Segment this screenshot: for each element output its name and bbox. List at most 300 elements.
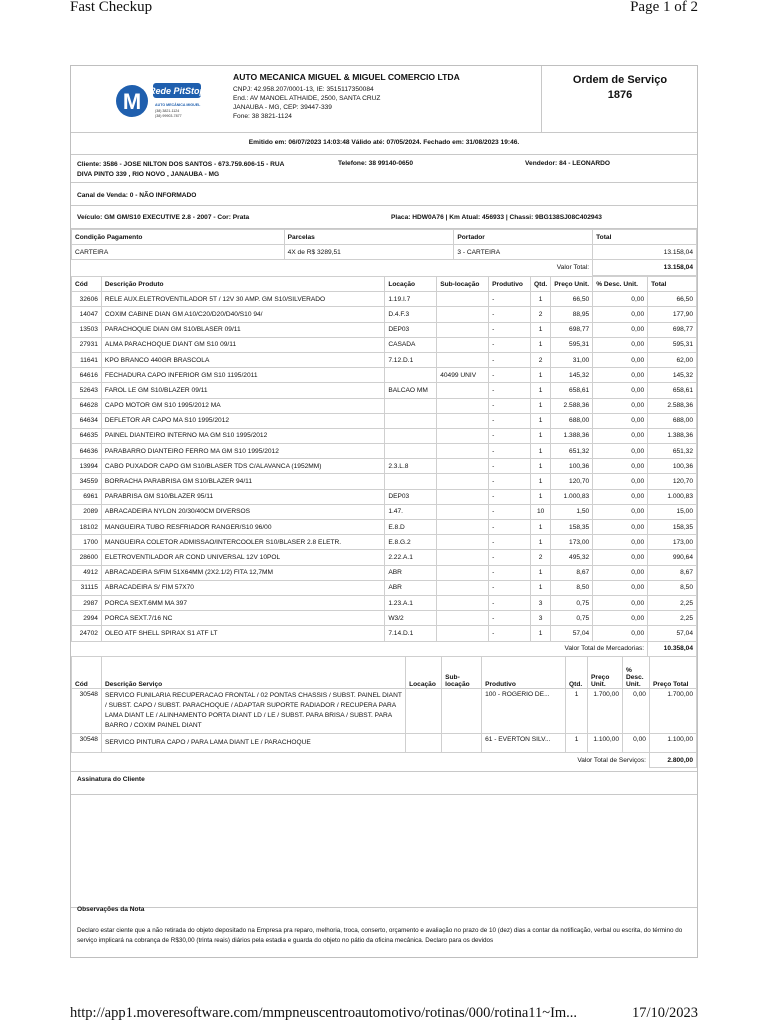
product-row — [72, 322, 697, 337]
serv-col-productive: Produtivo — [482, 657, 566, 689]
product-cell — [437, 292, 489, 307]
product-cell — [437, 611, 489, 626]
product-cell: PORCA SEXT.6MM MA 397 — [101, 595, 384, 610]
product-cell: - — [489, 550, 531, 565]
client-info — [77, 160, 284, 180]
product-cell: RELE AUX.ELETROVENTILADOR 5T / 12V 30 AMP. GM S10/SILVERADO — [101, 292, 384, 307]
product-cell: 2 — [531, 550, 551, 565]
product-row — [72, 459, 697, 474]
product-cell: 32606 — [72, 292, 102, 307]
product-cell: DEP03 — [385, 322, 437, 337]
product-cell: 64634 — [72, 413, 102, 428]
products-total-value: 10.358,04 — [648, 641, 697, 656]
product-cell: 27931 — [72, 337, 102, 352]
product-cell: PAINEL DIANTEIRO INTERNO MA GM S10 1995/2012 — [101, 428, 384, 443]
service-cell: 1 — [566, 689, 588, 734]
product-cell: 7.14.D.1 — [385, 626, 437, 641]
product-cell — [437, 413, 489, 428]
serv-col-description: Descrição Serviço — [101, 657, 405, 689]
services-total-label: Valor Total de Serviços: — [72, 753, 650, 768]
product-cell: 13994 — [72, 459, 102, 474]
product-cell: 0,00 — [593, 474, 648, 489]
product-cell: 0,00 — [593, 611, 648, 626]
product-cell: 2089 — [72, 504, 102, 519]
product-cell: 0,00 — [593, 352, 648, 367]
product-cell: 1.23.A.1 — [385, 595, 437, 610]
product-cell: 0,00 — [593, 398, 648, 413]
product-cell: 1 — [531, 413, 551, 428]
product-cell: 57,04 — [648, 626, 697, 641]
product-cell: - — [489, 626, 531, 641]
logo-m-letter: M — [122, 89, 142, 114]
product-cell: 1 — [531, 489, 551, 504]
product-cell: 0,00 — [593, 307, 648, 322]
product-cell: 8,67 — [551, 565, 593, 580]
product-cell: CASADA — [385, 337, 437, 352]
product-cell: 2.588,36 — [551, 398, 593, 413]
product-cell: - — [489, 428, 531, 443]
product-cell — [437, 322, 489, 337]
product-cell: - — [489, 520, 531, 535]
product-row — [72, 535, 697, 550]
payment-col-holder: Portador — [454, 230, 593, 245]
serv-col-qty: Qtd. — [566, 657, 588, 689]
product-cell: 8,50 — [648, 580, 697, 595]
product-cell: FECHADURA CAPO INFERIOR GM S10 1195/2011 — [101, 368, 384, 383]
product-cell: KPO BRANCO 440GR BRASCOLA — [101, 352, 384, 367]
product-cell: 2994 — [72, 611, 102, 626]
service-cell — [406, 734, 442, 753]
products-body — [72, 292, 697, 641]
product-cell: 3 — [531, 611, 551, 626]
product-cell: 651,32 — [648, 444, 697, 459]
product-cell: 0,75 — [551, 595, 593, 610]
product-cell: 6961 — [72, 489, 102, 504]
product-cell: 11641 — [72, 352, 102, 367]
product-cell: 1 — [531, 428, 551, 443]
payment-total-label: Valor Total: — [72, 260, 593, 275]
product-cell — [385, 413, 437, 428]
product-cell — [437, 504, 489, 519]
product-cell — [437, 307, 489, 322]
dates-line: Emitido em: 06/07/2023 14:03:48 Válido até: 07/05/2024. Fechado em: 31/08/2023 19:46. — [71, 132, 697, 155]
product-cell: 1 — [531, 368, 551, 383]
logo-sub: AUTO MECÂNICA MIGUEL — [155, 103, 201, 107]
product-cell: 495,32 — [551, 550, 593, 565]
product-cell — [437, 352, 489, 367]
product-cell: 2.3.L.8 — [385, 459, 437, 474]
product-cell: 64616 — [72, 368, 102, 383]
payment-total-value: 13.158,04 — [593, 260, 697, 275]
products-header-row — [72, 277, 697, 292]
product-cell: - — [489, 368, 531, 383]
serv-col-discount: % Desc. Unit. — [623, 657, 650, 689]
product-cell: 0,00 — [593, 489, 648, 504]
product-row — [72, 474, 697, 489]
product-cell: 64628 — [72, 398, 102, 413]
product-cell: FAROL LE GM S10/BLAZER 09/11 — [101, 383, 384, 398]
product-cell: 173,00 — [648, 535, 697, 550]
product-cell: - — [489, 322, 531, 337]
payment-col-total: Total — [593, 230, 697, 245]
product-cell: PARABRISA GM S10/BLAZER 95/11 — [101, 489, 384, 504]
sales-channel: Canal de Venda: 0 - NÃO INFORMADO — [71, 182, 697, 206]
product-cell: OLEO ATF SHELL SPIRAX S1 ATF LT — [101, 626, 384, 641]
product-cell: 0,00 — [593, 413, 648, 428]
product-cell: 2987 — [72, 595, 102, 610]
product-cell: ALMA PARACHOQUE DIANT GM S10 09/11 — [101, 337, 384, 352]
services-total-row — [72, 753, 697, 768]
prod-col-code: Cód — [72, 277, 102, 292]
serv-col-unit-price: Preço Unit. — [588, 657, 623, 689]
product-cell: 1 — [531, 398, 551, 413]
prod-col-qty: Qtd. — [531, 277, 551, 292]
service-row — [72, 734, 697, 753]
vehicle-plate: Placa: HDW0A76 | Km Atual: 456933 | Chassi: 9BG138SJ08C402943 — [391, 214, 602, 221]
prod-col-total: Total — [648, 277, 697, 292]
product-cell: MANGUEIRA TUBO RESFRIADOR RANGER/S10 96/00 — [101, 520, 384, 535]
seller: Vendedor: 84 - LEONARDO — [525, 160, 610, 167]
product-cell: 14047 — [72, 307, 102, 322]
product-cell: 1.47. — [385, 504, 437, 519]
product-row — [72, 292, 697, 307]
product-cell: E.8.D — [385, 520, 437, 535]
product-cell: D.4.F.3 — [385, 307, 437, 322]
payment-condition: CARTEIRA — [72, 245, 285, 260]
service-cell: 1.700,00 — [649, 689, 696, 734]
product-cell: 57,04 — [551, 626, 593, 641]
document-header — [71, 66, 697, 133]
product-cell: 64636 — [72, 444, 102, 459]
product-cell: 24702 — [72, 626, 102, 641]
product-cell — [437, 565, 489, 580]
product-row — [72, 383, 697, 398]
product-row — [72, 413, 697, 428]
product-cell: 0,00 — [593, 383, 648, 398]
product-cell: CAPO MOTOR GM S10 1995/2012 MA — [101, 398, 384, 413]
products-total-row — [72, 641, 697, 656]
product-cell: 0,75 — [551, 611, 593, 626]
product-cell: 0,00 — [593, 520, 648, 535]
product-cell: 1700 — [72, 535, 102, 550]
service-cell: 0,00 — [623, 689, 650, 734]
service-cell: SERVICO PINTURA CAPO / PARA LAMA DIANT LE / PARACHOQUE — [101, 734, 405, 753]
payment-total-row — [72, 260, 697, 275]
payment-header-row — [72, 230, 697, 245]
service-cell — [406, 689, 442, 734]
product-cell: 1 — [531, 565, 551, 580]
product-cell: 2,25 — [648, 595, 697, 610]
product-cell: 1 — [531, 322, 551, 337]
product-cell: - — [489, 292, 531, 307]
product-cell: 0,00 — [593, 292, 648, 307]
product-cell: 100,36 — [648, 459, 697, 474]
product-cell: 0,00 — [593, 504, 648, 519]
product-cell: 31115 — [72, 580, 102, 595]
serv-col-code: Cód — [72, 657, 102, 689]
product-cell: 3 — [531, 595, 551, 610]
product-cell — [437, 626, 489, 641]
company-name: AUTO MECANICA MIGUEL & MIGUEL COMERCIO LTDA — [233, 72, 460, 82]
product-row — [72, 368, 697, 383]
product-cell: DEFLETOR AR CAPO MA S10 1995/2012 — [101, 413, 384, 428]
product-cell: BALCAO MM — [385, 383, 437, 398]
product-cell: 1 — [531, 292, 551, 307]
product-cell — [385, 444, 437, 459]
product-cell: 0,00 — [593, 337, 648, 352]
product-cell: - — [489, 337, 531, 352]
vehicle-band — [71, 206, 697, 229]
product-cell: 2,25 — [648, 611, 697, 626]
serv-col-total: Preço Total — [649, 657, 696, 689]
product-cell: 0,00 — [593, 368, 648, 383]
product-cell — [437, 580, 489, 595]
product-cell: 0,00 — [593, 444, 648, 459]
product-cell: 0,00 — [593, 322, 648, 337]
product-cell: 698,77 — [551, 322, 593, 337]
services-table — [71, 656, 697, 768]
product-cell: ELETROVENTILADOR AR COND UNIVERSAL 12V 10POL — [101, 550, 384, 565]
product-cell: - — [489, 398, 531, 413]
product-cell — [437, 428, 489, 443]
product-cell: 2 — [531, 307, 551, 322]
product-cell: 1 — [531, 474, 551, 489]
product-cell: 1 — [531, 444, 551, 459]
product-cell: - — [489, 459, 531, 474]
services-header-row — [72, 657, 697, 689]
product-cell: 173,00 — [551, 535, 593, 550]
product-cell: 66,50 — [648, 292, 697, 307]
product-cell: 7.12.D.1 — [385, 352, 437, 367]
order-box — [541, 66, 698, 132]
product-cell — [437, 337, 489, 352]
payment-installments: 4X de R$ 3289,51 — [284, 245, 454, 260]
company-phone: Fone: 38 3821-1124 — [233, 113, 292, 120]
product-cell: 1 — [531, 520, 551, 535]
client-phone: Telefone: 38 99140-0650 — [338, 160, 414, 167]
prod-col-unit-price: Preço Unit. — [551, 277, 593, 292]
payment-table — [71, 229, 697, 276]
product-cell: 1,50 — [551, 504, 593, 519]
product-cell: 158,35 — [551, 520, 593, 535]
product-cell: - — [489, 444, 531, 459]
product-cell: 2.22.A.1 — [385, 550, 437, 565]
product-cell: 64635 — [72, 428, 102, 443]
product-cell — [385, 398, 437, 413]
product-cell: 0,00 — [593, 535, 648, 550]
product-cell: 0,00 — [593, 580, 648, 595]
prod-col-productive: Produtivo — [489, 277, 531, 292]
product-cell: BORRACHA PARABRISA GM S10/BLAZER 94/11 — [101, 474, 384, 489]
product-row — [72, 504, 697, 519]
product-cell: - — [489, 474, 531, 489]
print-date: 17/10/2023 — [631, 1005, 698, 1021]
product-cell: - — [489, 352, 531, 367]
product-cell: 52643 — [72, 383, 102, 398]
product-cell: 0,00 — [593, 428, 648, 443]
notes-section — [71, 906, 697, 958]
service-cell: 1 — [566, 734, 588, 753]
product-cell — [385, 368, 437, 383]
product-cell: 88,95 — [551, 307, 593, 322]
product-cell: - — [489, 580, 531, 595]
products-table — [71, 276, 697, 657]
product-row — [72, 307, 697, 322]
product-cell: 658,61 — [551, 383, 593, 398]
product-row — [72, 398, 697, 413]
product-cell: 145,32 — [551, 368, 593, 383]
prod-col-sublocation: Sub-locação — [437, 277, 489, 292]
notes-label: Observações da Nota — [77, 906, 145, 913]
service-cell: 1.100,00 — [588, 734, 623, 753]
print-header — [0, 0, 768, 18]
product-cell: - — [489, 413, 531, 428]
service-cell — [442, 734, 482, 753]
company-info — [233, 72, 538, 121]
product-cell: 0,00 — [593, 626, 648, 641]
product-cell: E.8.G.2 — [385, 535, 437, 550]
product-cell: 595,31 — [648, 337, 697, 352]
product-cell: 28600 — [72, 550, 102, 565]
product-cell: PORCA SEXT.7/16 NC — [101, 611, 384, 626]
company-cnpj: CNPJ: 42.958.207/0001-13, IE: 3515117350084 — [233, 86, 374, 93]
product-cell: - — [489, 535, 531, 550]
notes-text: Declaro estar ciente que a não retirada do objeto depositado na Empresa pra reparo, melhoria, troca, conserto, orçamento e avaliação no prazo de 10 (dez) dias a contar da notificação, verbal ou escrita, do término do serviço implicará na cobrança de R$30,00 (trinta reais) diários pela estadia e guarda do objeto no pátio da oficina mecânica. Declaro para os devidos — [77, 927, 683, 944]
print-page-number: Page 1 of 2 — [630, 0, 698, 15]
service-cell: 0,00 — [623, 734, 650, 753]
product-cell: 1 — [531, 580, 551, 595]
service-cell: 1.100,00 — [649, 734, 696, 753]
client-band — [71, 154, 697, 183]
product-cell: 34559 — [72, 474, 102, 489]
prod-col-discount: % Desc. Unit. — [593, 277, 648, 292]
product-cell: 15,00 — [648, 504, 697, 519]
product-cell: 4912 — [72, 565, 102, 580]
signature-box[interactable] — [71, 794, 697, 908]
vehicle-info: Veículo: GM GM/S10 EXECUTIVE 2.8 - 2007 - Cor: Prata — [77, 214, 250, 221]
product-row — [72, 520, 697, 535]
product-cell: 8,50 — [551, 580, 593, 595]
payment-col-condition: Condição Pagamento — [72, 230, 285, 245]
product-cell: DEP03 — [385, 489, 437, 504]
product-cell — [385, 428, 437, 443]
products-total-label: Valor Total de Mercadorias: — [72, 641, 648, 656]
product-cell: 40499 UNIV — [437, 368, 489, 383]
product-cell: ABRACADEIRA S/ FIM 57X70 — [101, 580, 384, 595]
product-cell — [437, 459, 489, 474]
product-row — [72, 626, 697, 641]
product-cell — [437, 444, 489, 459]
client-address: DIVA PINTO 339 , RIO NOVO , JANAUBA - MG — [77, 171, 220, 178]
product-row — [72, 489, 697, 504]
product-cell: 688,00 — [551, 413, 593, 428]
product-row — [72, 444, 697, 459]
signature-label: Assinatura do Cliente — [77, 776, 145, 783]
product-cell: PARACHOQUE DIAN GM S10/BLASER 09/11 — [101, 322, 384, 337]
logo-brand: Rede PitStop — [148, 86, 206, 96]
service-cell: SERVICO FUNILARIA RECUPERACAO FRONTAL / 02 PONTAS CHASSIS / SUBST. PAINEL DIANT / SUBST. CAPO / SUBST. PARACHOQUE / ADAPTAR SUPORTE RADIADOR / RECUPERA PARA LAMA DIANT LE / ALINHAMENTO PORTA DIANT LD / LE / SUBST. PARA BRISA / SUBST. PARA BARRO / COXIM PAINEL DIANT — [101, 689, 405, 734]
product-cell — [437, 489, 489, 504]
service-cell: 1.700,00 — [588, 689, 623, 734]
services-body — [72, 689, 697, 753]
product-cell: ABR — [385, 580, 437, 595]
product-cell: 1 — [531, 383, 551, 398]
payment-total: 13.158,04 — [593, 245, 697, 260]
product-cell: 1.388,36 — [648, 428, 697, 443]
product-cell: COXIM CABINE DIAN GM A10/C20/D20/D40/S10 94/ — [101, 307, 384, 322]
product-cell — [437, 398, 489, 413]
product-cell: 595,31 — [551, 337, 593, 352]
product-cell — [385, 474, 437, 489]
product-cell: 8,67 — [648, 565, 697, 580]
payment-holder: 3 - CARTEIRA — [454, 245, 593, 260]
product-row — [72, 352, 697, 367]
service-row — [72, 689, 697, 734]
product-cell: - — [489, 611, 531, 626]
product-row — [72, 337, 697, 352]
service-order-document — [70, 65, 698, 958]
company-logo — [115, 76, 227, 128]
product-cell: 1 — [531, 459, 551, 474]
product-cell: 1.000,83 — [551, 489, 593, 504]
product-cell: - — [489, 307, 531, 322]
product-cell — [437, 383, 489, 398]
product-row — [72, 550, 697, 565]
payment-col-installments: Parcelas — [284, 230, 454, 245]
product-cell: CABO PUXADOR CAPO GM S10/BLASER TDS C/ALAVANCA (1952MM) — [101, 459, 384, 474]
service-cell: 100 - ROGERIO DE... — [482, 689, 566, 734]
product-row — [72, 611, 697, 626]
order-title: Ordem de Serviço — [572, 74, 668, 86]
prod-col-location: Locação — [385, 277, 437, 292]
logo-phone1: (38) 3821-1124 — [155, 109, 180, 113]
product-cell: 31,00 — [551, 352, 593, 367]
product-cell: - — [489, 489, 531, 504]
service-cell: 61 - EVERTON SILV... — [482, 734, 566, 753]
product-row — [72, 428, 697, 443]
product-cell: - — [489, 565, 531, 580]
product-cell: - — [489, 504, 531, 519]
product-cell: 145,32 — [648, 368, 697, 383]
product-cell — [437, 520, 489, 535]
services-total-value: 2.800,00 — [649, 753, 696, 768]
product-cell: 120,70 — [648, 474, 697, 489]
product-cell — [437, 550, 489, 565]
product-cell: ABRACADEIRA NYLON 20/30/40CM DIVERSOS — [101, 504, 384, 519]
product-cell: 62,00 — [648, 352, 697, 367]
signature-section — [71, 771, 697, 908]
product-cell: 13503 — [72, 322, 102, 337]
product-cell: 1.19.I.7 — [385, 292, 437, 307]
product-cell: 1 — [531, 535, 551, 550]
product-cell: 66,50 — [551, 292, 593, 307]
print-url: http://app1.moveresoftware.com/mmpneuscentroautomotivo/rotinas/000/rotina11~Im... — [70, 1005, 578, 1021]
service-cell: 30548 — [72, 689, 102, 734]
prod-col-description: Descrição Produto — [101, 277, 384, 292]
order-number: 1876 — [607, 89, 633, 101]
product-cell: 177,90 — [648, 307, 697, 322]
product-cell: 158,35 — [648, 520, 697, 535]
product-cell: MANGUEIRA COLETOR ADMISSAO/INTERCOOLER S10/BLASER 2.8 ELETR. — [101, 535, 384, 550]
logo-phone2: (38) 99903-7877 — [155, 114, 182, 118]
product-cell: 990,64 — [648, 550, 697, 565]
product-cell: - — [489, 383, 531, 398]
company-address: End.: AV MANOEL ATHAIDE, 2500, SANTA CRUZ — [233, 95, 381, 102]
service-cell — [442, 689, 482, 734]
product-cell: 2.588,36 — [648, 398, 697, 413]
product-cell: 698,77 — [648, 322, 697, 337]
product-cell: 18102 — [72, 520, 102, 535]
